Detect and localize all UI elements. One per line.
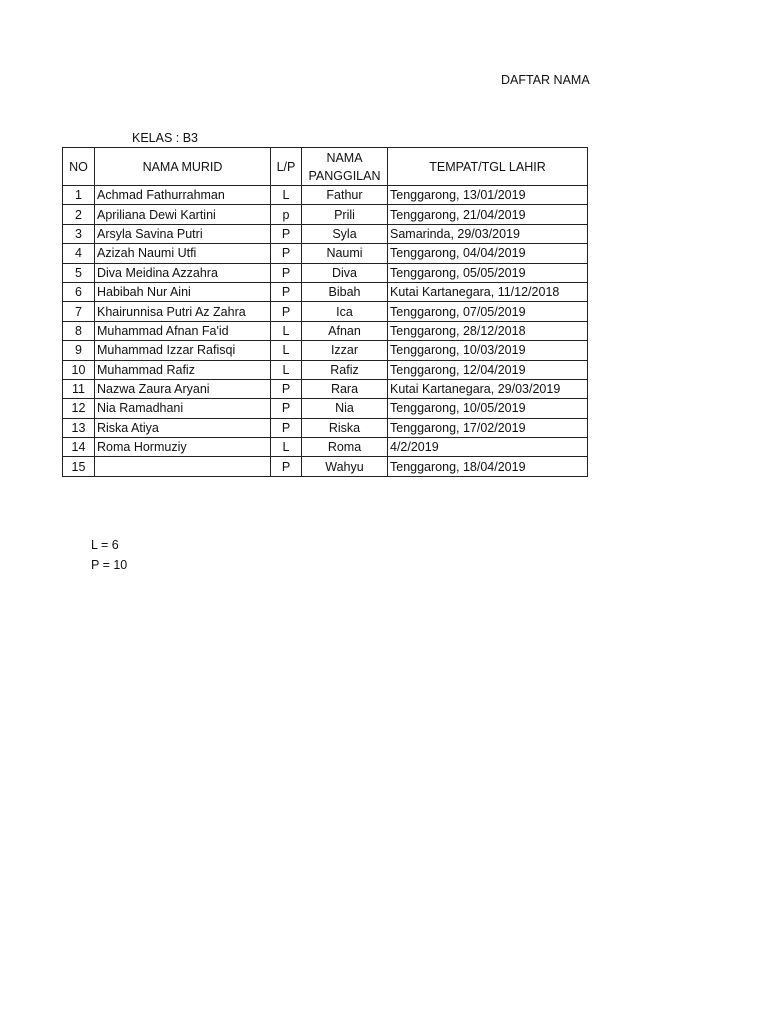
cell-lp: P — [271, 302, 302, 321]
cell-no: 13 — [63, 418, 95, 437]
cell-panggilan: Wahyu — [302, 457, 388, 476]
cell-ttl: Tenggarong, 17/02/2019 — [388, 418, 588, 437]
header-nama-panggilan-line2: PANGGILAN — [308, 168, 381, 183]
header-nama-panggilan — [302, 148, 388, 186]
cell-lp: P — [271, 244, 302, 263]
cell-no: 4 — [63, 244, 95, 263]
cell-lp: P — [271, 399, 302, 418]
cell-lp: P — [271, 224, 302, 243]
table-body — [63, 186, 588, 477]
table-row — [63, 302, 588, 321]
table-row — [63, 205, 588, 224]
student-table — [62, 147, 588, 477]
cell-lp: L — [271, 186, 302, 205]
cell-ttl: Tenggarong, 28/12/2018 — [388, 321, 588, 340]
cell-no: 3 — [63, 224, 95, 243]
cell-panggilan: Diva — [302, 263, 388, 282]
table-row — [63, 341, 588, 360]
cell-no: 14 — [63, 438, 95, 457]
cell-no: 11 — [63, 379, 95, 398]
table-row — [63, 186, 588, 205]
cell-lp: P — [271, 457, 302, 476]
cell-ttl: Tenggarong, 04/04/2019 — [388, 244, 588, 263]
cell-panggilan: Afnan — [302, 321, 388, 340]
table-row — [63, 399, 588, 418]
cell-nama: Habibah Nur Aini — [95, 282, 271, 301]
table-row — [63, 438, 588, 457]
cell-ttl: Tenggarong, 13/01/2019 — [388, 186, 588, 205]
table-row — [63, 282, 588, 301]
cell-nama: Achmad Fathurrahman — [95, 186, 271, 205]
summary-female-count: P = 10 — [91, 558, 128, 572]
cell-nama: Muhammad Rafiz — [95, 360, 271, 379]
cell-nama: Apriliana Dewi Kartini — [95, 205, 271, 224]
cell-no: 1 — [63, 186, 95, 205]
cell-lp: L — [271, 360, 302, 379]
cell-no: 6 — [63, 282, 95, 301]
cell-ttl: Tenggarong, 21/04/2019 — [388, 205, 588, 224]
cell-no: 8 — [63, 321, 95, 340]
table-row — [63, 224, 588, 243]
cell-lp: P — [271, 263, 302, 282]
cell-nama: Riska Atiya — [95, 418, 271, 437]
table-header-row — [63, 148, 588, 186]
table-row — [63, 457, 588, 476]
cell-ttl: Tenggarong, 18/04/2019 — [388, 457, 588, 476]
header-nama-panggilan-line1: NAMA — [326, 150, 363, 165]
cell-lp: L — [271, 438, 302, 457]
cell-no: 15 — [63, 457, 95, 476]
cell-nama: Azizah Naumi Utfi — [95, 244, 271, 263]
cell-ttl: Tenggarong, 07/05/2019 — [388, 302, 588, 321]
table-row — [63, 379, 588, 398]
table-row — [63, 244, 588, 263]
table-row — [63, 263, 588, 282]
cell-nama: Muhammad Izzar Rafisqi — [95, 341, 271, 360]
cell-lp: P — [271, 418, 302, 437]
cell-panggilan: Izzar — [302, 341, 388, 360]
cell-panggilan: Rara — [302, 379, 388, 398]
cell-nama — [95, 457, 271, 476]
cell-ttl: Kutai Kartanegara, 29/03/2019 — [388, 379, 588, 398]
cell-nama: Muhammad Afnan Fa'id — [95, 321, 271, 340]
cell-panggilan: Nia — [302, 399, 388, 418]
cell-panggilan: Ica — [302, 302, 388, 321]
table-row — [63, 321, 588, 340]
cell-ttl: Tenggarong, 10/05/2019 — [388, 399, 588, 418]
cell-ttl: 4/2/2019 — [388, 438, 588, 457]
cell-no: 9 — [63, 341, 95, 360]
cell-panggilan: Rafiz — [302, 360, 388, 379]
cell-lp: p — [271, 205, 302, 224]
cell-panggilan: Fathur — [302, 186, 388, 205]
cell-nama: Nazwa Zaura Aryani — [95, 379, 271, 398]
cell-no: 2 — [63, 205, 95, 224]
cell-ttl: Tenggarong, 10/03/2019 — [388, 341, 588, 360]
cell-no: 12 — [63, 399, 95, 418]
cell-panggilan: Naumi — [302, 244, 388, 263]
cell-nama: Nia Ramadhani — [95, 399, 271, 418]
cell-no: 5 — [63, 263, 95, 282]
cell-ttl: Samarinda, 29/03/2019 — [388, 224, 588, 243]
cell-lp: P — [271, 282, 302, 301]
cell-nama: Roma Hormuziy — [95, 438, 271, 457]
cell-nama: Arsyla Savina Putri — [95, 224, 271, 243]
header-nama-murid: NAMA MURID — [95, 148, 271, 186]
cell-panggilan: Syla — [302, 224, 388, 243]
cell-panggilan: Bibah — [302, 282, 388, 301]
cell-nama: Khairunnisa Putri Az Zahra — [95, 302, 271, 321]
summary-male-count: L = 6 — [91, 538, 119, 552]
cell-panggilan: Riska — [302, 418, 388, 437]
cell-ttl: Kutai Kartanegara, 11/12/2018 — [388, 282, 588, 301]
class-label: KELAS : B3 — [132, 131, 199, 145]
table-row — [63, 418, 588, 437]
header-tempat-tgl-lahir: TEMPAT/TGL LAHIR — [388, 148, 588, 186]
cell-nama: Diva Meidina Azzahra — [95, 263, 271, 282]
cell-panggilan: Prili — [302, 205, 388, 224]
cell-ttl: Tenggarong, 05/05/2019 — [388, 263, 588, 282]
cell-ttl: Tenggarong, 12/04/2019 — [388, 360, 588, 379]
cell-no: 7 — [63, 302, 95, 321]
document-title: DAFTAR NAMA — [501, 73, 590, 87]
cell-lp: L — [271, 321, 302, 340]
header-lp: L/P — [271, 148, 302, 186]
table-row — [63, 360, 588, 379]
header-no: NO — [63, 148, 95, 186]
cell-no: 10 — [63, 360, 95, 379]
cell-lp: L — [271, 341, 302, 360]
cell-lp: P — [271, 379, 302, 398]
cell-panggilan: Roma — [302, 438, 388, 457]
